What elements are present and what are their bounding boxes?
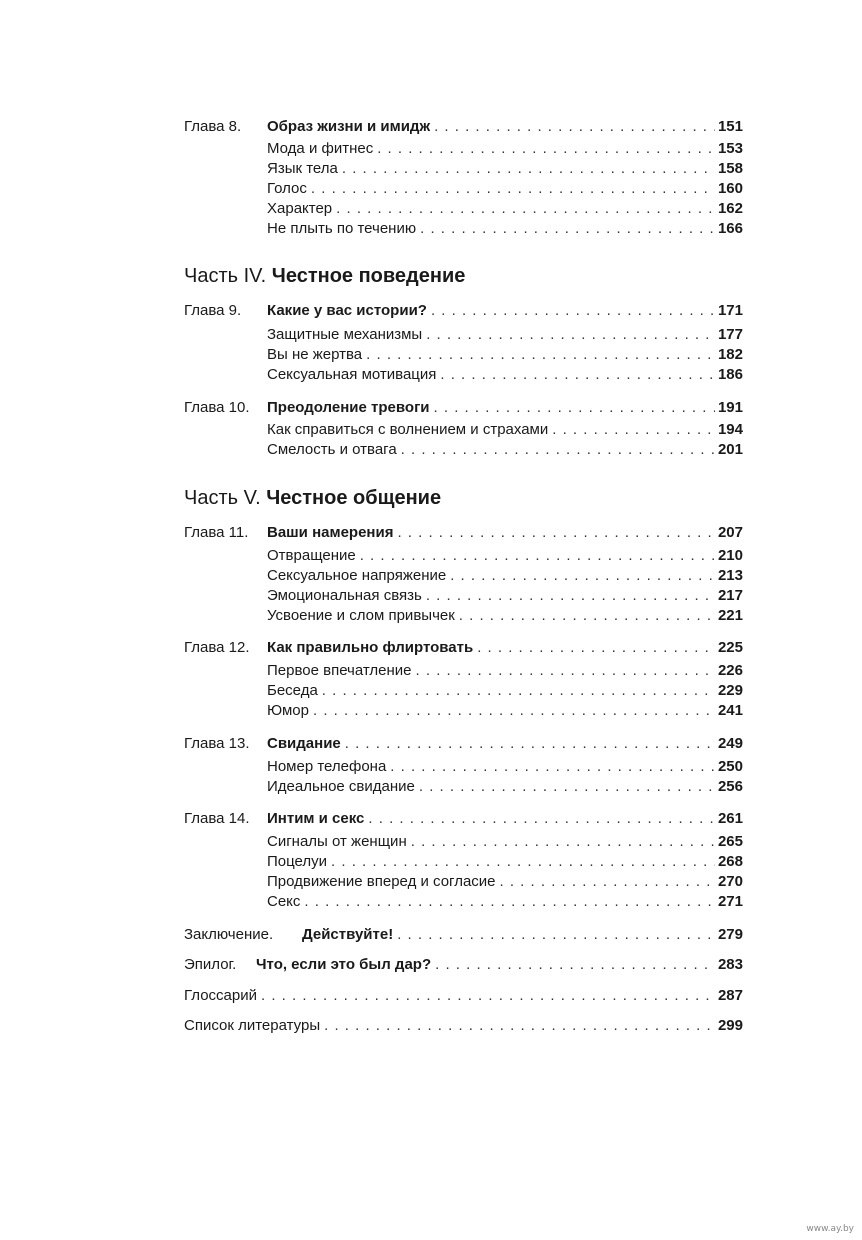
toc-section-entry [0,872,862,892]
toc-section-entry [0,681,862,701]
page-number: 160 [717,180,743,197]
entry-title: Язык тела [267,160,338,177]
toc-chapter-entry [0,523,862,543]
page-number: 194 [717,421,743,438]
toc-section-entry [0,777,862,797]
dot-leader [397,925,715,945]
watermark: www.ay.by [806,1224,854,1234]
entry-title: Что, если это был дар? [256,956,432,973]
dot-leader [313,701,715,721]
toc-section-entry [0,546,862,566]
toc-section-entry [0,159,862,179]
page-number: 186 [717,366,743,383]
dot-leader [459,606,715,626]
entry-title: Юмор [267,702,309,719]
dot-leader [331,852,715,872]
entry-title: Номер телефона [267,758,387,775]
dot-leader [397,523,715,543]
dot-leader [420,219,715,239]
page-number: 151 [717,118,743,135]
chapter-label: Заключение. [184,926,274,943]
page-number: 221 [717,607,743,624]
page-number: 158 [717,160,743,177]
page-number: 182 [717,346,743,363]
page-number: 162 [717,200,743,217]
part-heading [184,485,441,511]
chapter-label: Глава 10. [184,399,250,416]
dot-leader [431,301,715,321]
entry-title: Действуйте! [302,926,394,943]
toc-section-entry [0,199,862,219]
dot-leader [261,986,715,1006]
page-number: 250 [717,758,743,775]
entry-title: Отвращение [267,547,356,564]
page-number: 166 [717,220,743,237]
page-number: 270 [717,873,743,890]
dot-leader [477,638,715,658]
page-number: 261 [717,810,743,827]
toc-chapter-entry [0,955,862,975]
page-number: 299 [717,1017,743,1034]
dot-leader [416,661,715,681]
page-number: 177 [717,326,743,343]
dot-leader [426,586,715,606]
chapter-label: Глава 13. [184,735,250,752]
dot-leader [368,809,715,829]
entry-title: Смелость и отвага [267,441,397,458]
page-number: 226 [717,662,743,679]
page-number: 210 [717,547,743,564]
page-number: 225 [717,639,743,656]
dot-leader [377,139,715,159]
dot-leader [419,777,715,797]
toc-section-entry [0,365,862,385]
toc-section-entry [0,701,862,721]
entry-title: Эмоциональная связь [267,587,422,604]
entry-title: Мода и фитнес [267,140,374,157]
page-number: 279 [717,926,743,943]
entry-title: Преодоление тревоги [267,399,430,416]
toc-section-entry [0,219,862,239]
page-number: 171 [717,302,743,319]
entry-title: Первое впечатление [267,662,412,679]
part-title: Честное общение [266,487,442,509]
toc-section-entry [0,892,862,912]
entry-title: Вы не жертва [267,346,363,363]
entry-title: Не плыть по течению [267,220,417,237]
dot-leader [426,325,715,345]
entry-title: Сигналы от женщин [267,833,407,850]
page-number: 256 [717,778,743,795]
toc-chapter-entry [0,638,862,658]
toc-section-entry [0,179,862,199]
toc-section-entry [0,606,862,626]
dot-leader [435,955,715,975]
chapter-label: Глава 11. [184,524,249,541]
part-title: Честное поведение [271,265,466,287]
dot-leader [450,566,715,586]
page-number: 268 [717,853,743,870]
entry-title: Секс [267,893,301,910]
page-number: 271 [717,893,743,910]
chapter-label: Глава 12. [184,639,250,656]
toc-chapter-entry [0,398,862,418]
page-number: 229 [717,682,743,699]
page-number: 207 [717,524,743,541]
toc-chapter-entry [0,117,862,137]
entry-title: Характер [267,200,333,217]
toc-section-entry [0,440,862,460]
page-number: 249 [717,735,743,752]
page-number: 191 [717,399,743,416]
entry-title: Как справиться с волнением и страхами [267,421,549,438]
entry-title: Защитные механизмы [267,326,423,343]
chapter-label: Глава 8. [184,118,242,135]
dot-leader [390,757,715,777]
toc-chapter-entry [0,925,862,945]
page-number: 283 [717,956,743,973]
entry-title: Идеальное свидание [267,778,415,795]
dot-leader [342,159,715,179]
entry-title: Какие у вас истории? [267,302,427,319]
toc-section-entry [0,661,862,681]
toc-chapter-entry [0,809,862,829]
dot-leader [324,1016,715,1036]
entry-title: Сексуальная мотивация [267,366,437,383]
dot-leader [440,365,715,385]
toc-section-entry [0,986,862,1006]
dot-leader [434,398,715,418]
entry-title: Образ жизни и имидж [267,118,431,135]
toc-chapter-entry [0,301,862,321]
entry-title: Беседа [267,682,318,699]
dot-leader [434,117,715,137]
entry-title: Усвоение и слом привычек [267,607,455,624]
part-label: Часть V. [184,487,261,509]
dot-leader [411,832,715,852]
toc-section-entry [0,1016,862,1036]
dot-leader [311,179,715,199]
part-label: Часть IV. [184,265,267,287]
entry-title: Интим и секс [267,810,365,827]
toc-section-entry [0,586,862,606]
toc-section-entry [0,566,862,586]
entry-title: Сексуальное напряжение [267,567,447,584]
page-number: 213 [717,567,743,584]
toc-section-entry [0,139,862,159]
chapter-label: Глава 9. [184,302,242,319]
page-number: 201 [717,441,743,458]
toc-chapter-entry [0,734,862,754]
toc-section-entry [0,757,862,777]
toc-section-entry [0,345,862,365]
entry-title: Поцелуи [267,853,328,870]
entry-title: Список литературы [184,1017,321,1034]
entry-title: Как правильно флиртовать [267,639,474,656]
dot-leader [366,345,715,365]
page-number: 265 [717,833,743,850]
toc-section-entry [0,325,862,345]
chapter-label: Эпилог. [184,956,237,973]
page-number: 153 [717,140,743,157]
toc-section-entry [0,832,862,852]
dot-leader [401,440,715,460]
dot-leader [552,420,715,440]
dot-leader [345,734,715,754]
dot-leader [304,892,715,912]
page-number: 217 [717,587,743,604]
entry-title: Продвижение вперед и согласие [267,873,496,890]
dot-leader [336,199,715,219]
dot-leader [500,872,715,892]
entry-title: Ваши намерения [267,524,394,541]
entry-title: Голос [267,180,307,197]
page-number: 287 [717,987,743,1004]
dot-leader [322,681,715,701]
part-heading [184,263,465,289]
page-number: 241 [717,702,743,719]
toc-section-entry [0,852,862,872]
toc-section-entry [0,420,862,440]
dot-leader [360,546,715,566]
entry-title: Свидание [267,735,341,752]
entry-title: Глоссарий [184,987,257,1004]
chapter-label: Глава 14. [184,810,250,827]
